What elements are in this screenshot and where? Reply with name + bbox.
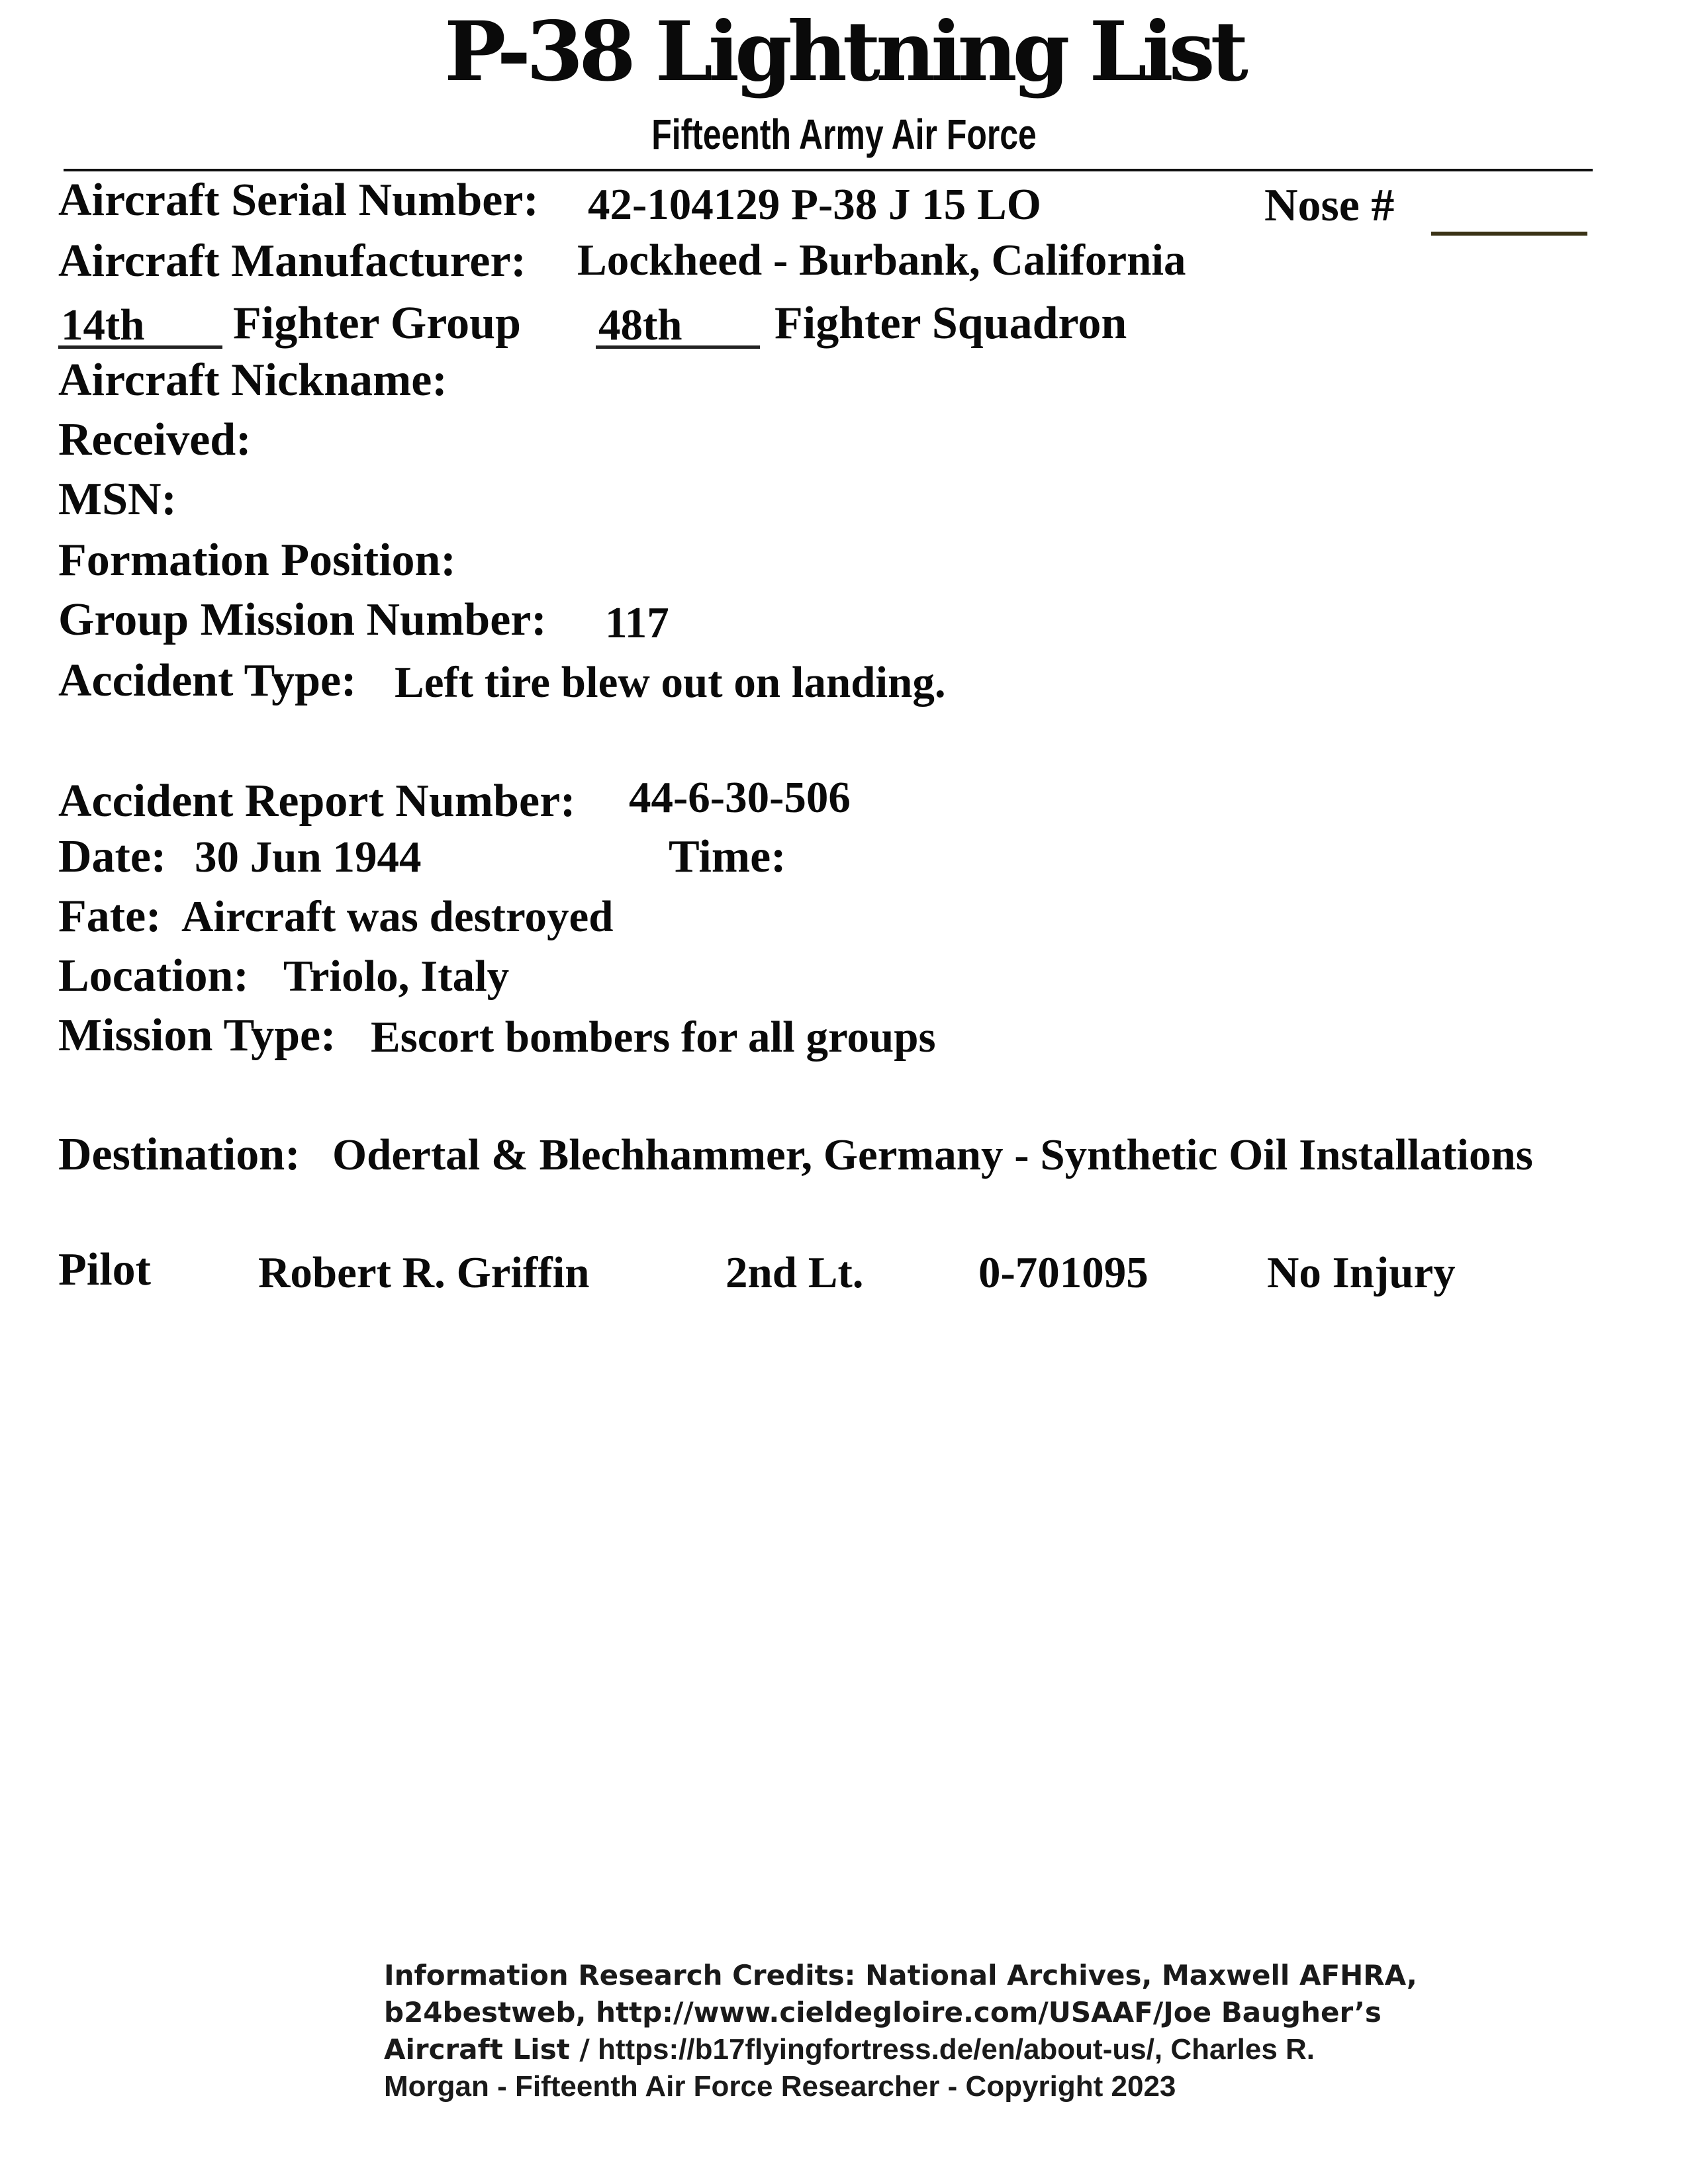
date-label: Date: [58,831,167,882]
mission-type-label: Mission Type: [58,1010,336,1061]
accident-type-value: Left tire blew out on landing. [395,658,946,707]
date-value: 30 Jun 1944 [195,833,422,882]
nickname-label: Aircraft Nickname: [58,355,447,406]
fate-value: Aircraft was destroyed [181,892,614,941]
mission-number-value: 117 [605,598,669,647]
destination-value: Odertal & Blechhammer, Germany - Synthetic Oil Installations [332,1130,1533,1179]
destination-label: Destination: [58,1129,301,1180]
mission-number-label: Group Mission Number: [58,594,547,645]
nose-blank [1431,232,1587,236]
group-underline [58,345,222,349]
location-label: Location: [58,950,249,1001]
credits-line-3 [384,2033,1315,2066]
crew-serial: 0-701095 [978,1248,1149,1297]
squadron-label: Fighter Squadron [774,298,1127,349]
crew-role: Pilot [58,1244,151,1295]
squadron-underline [596,345,760,349]
group-value: 14th [61,300,145,349]
credits-line-4: Morgan - Fifteenth Air Force Researcher - Copyright 2023 [384,2070,1176,2103]
crew-name: Robert R. Griffin [258,1248,590,1297]
crew-status: No Injury [1267,1248,1456,1297]
msn-label: MSN: [58,474,177,525]
time-label: Time: [669,831,786,882]
credits-line-3b: https://b17flyingfortress.de/en/about-us/, Charles R. [589,2033,1315,2066]
credits-line-3a: Aircraft List / [384,2033,590,2066]
serial-value: 42-104129 P-38 J 15 LO [588,180,1041,229]
report-number-label: Accident Report Number: [58,776,576,827]
header-divider [64,169,1593,171]
serial-label: Aircraft Serial Number: [58,175,539,226]
crew-rank: 2nd Lt. [726,1248,864,1297]
location-value: Triolo, Italy [283,952,510,1001]
mission-type-value: Escort bombers for all groups [371,1013,936,1062]
received-label: Received: [58,414,252,465]
manufacturer-value: Lockheed - Burbank, California [577,236,1186,285]
page-title: P-38 Lightning List [444,4,1244,100]
credits-line-2: b24bestweb, http://www.cieldegloire.com/USAAF/Joe Baugher’s [384,1996,1382,2028]
squadron-value: 48th [598,300,682,349]
credits-line-1: Information Research Credits: National Archives, Maxwell AFHRA, [384,1959,1417,1991]
formation-label: Formation Position: [58,535,456,586]
report-number-value: 44-6-30-506 [629,773,851,822]
group-label: Fighter Group [233,298,521,349]
page-subtitle: Fifteenth Army Air Force [651,111,1037,158]
accident-type-label: Accident Type: [58,655,357,706]
nose-label: Nose # [1264,180,1395,231]
fate-label: Fate: [58,891,162,942]
manufacturer-label: Aircraft Manufacturer: [58,236,526,287]
